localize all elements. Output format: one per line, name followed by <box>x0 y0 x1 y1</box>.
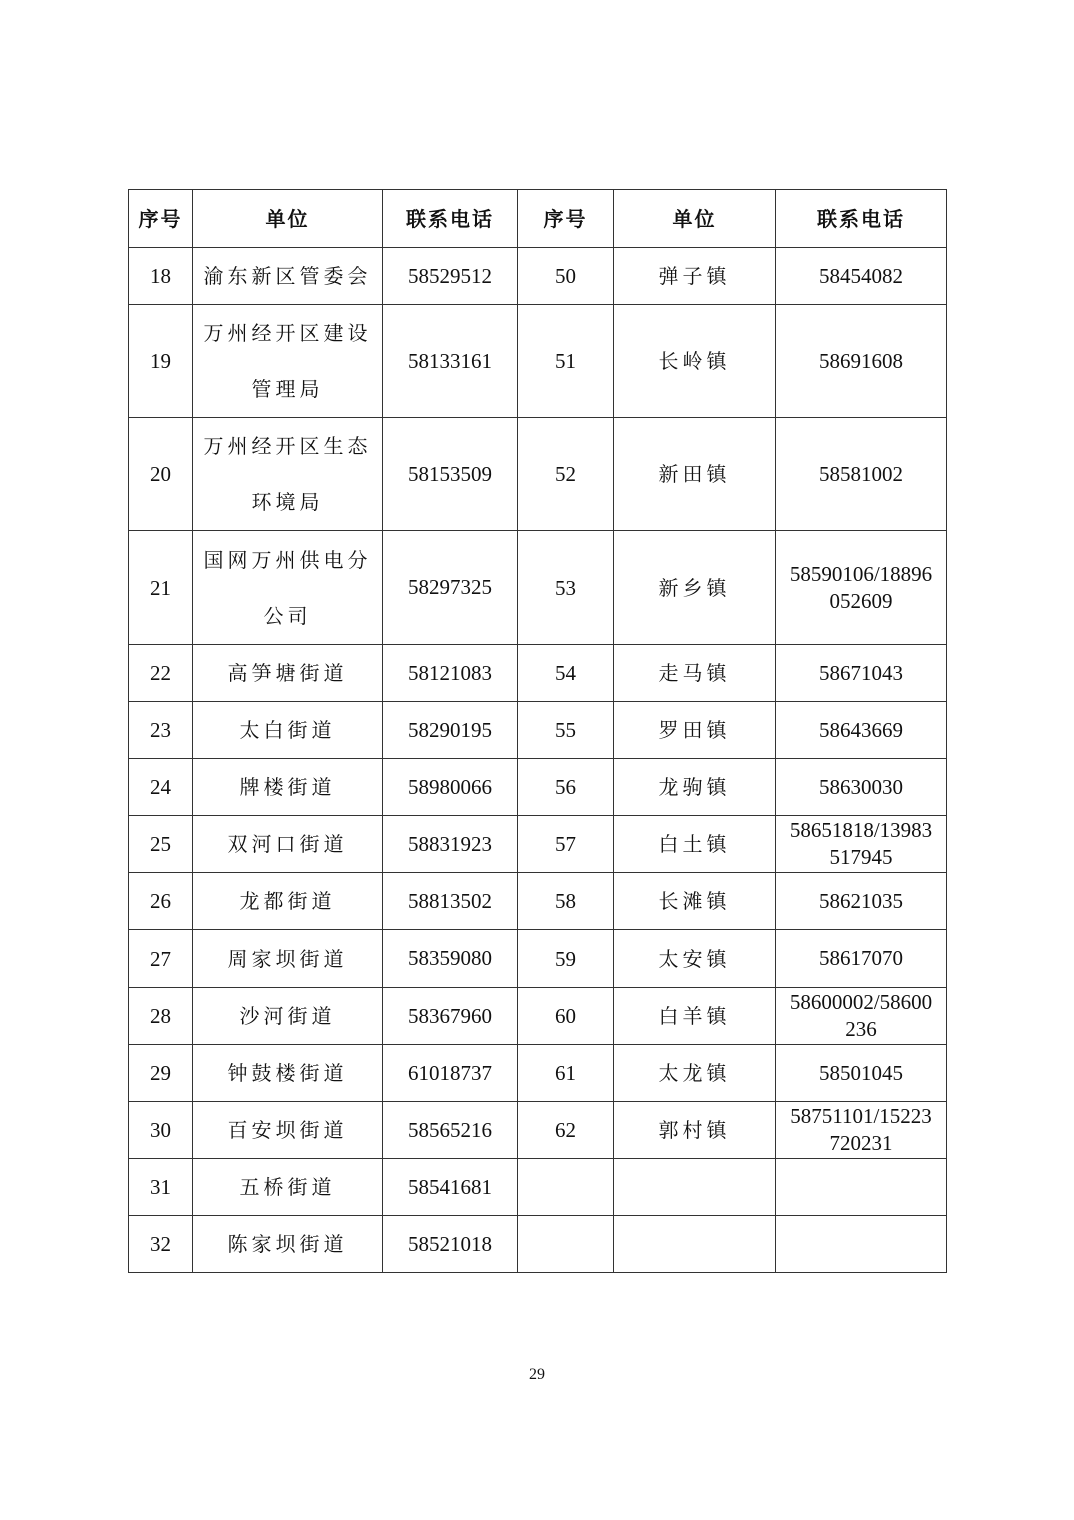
cell-phone <box>776 248 947 305</box>
cell-phone <box>383 531 518 645</box>
phone-line: 58751101/15223 <box>790 1104 932 1128</box>
table-row <box>129 1102 947 1159</box>
unit-line: 太龙镇 <box>658 1061 731 1085</box>
phone-line: 58367960 <box>408 1003 492 1028</box>
cell-no: 24 <box>129 759 193 816</box>
unit-line: 双河口街道 <box>227 832 348 856</box>
cell-phone <box>776 702 947 759</box>
phone-line: 58813502 <box>408 888 492 913</box>
phone-line: 58671043 <box>819 660 903 685</box>
phone-line: 58541681 <box>408 1174 492 1199</box>
header-unit: 单位 <box>193 190 383 248</box>
unit-line: 龙都街道 <box>239 889 336 913</box>
cell-phone <box>383 702 518 759</box>
cell-phone <box>383 305 518 418</box>
header-unit: 单位 <box>614 190 776 248</box>
unit-line: 百安坝街道 <box>227 1118 348 1142</box>
table-row <box>129 873 947 930</box>
cell-unit <box>193 816 383 873</box>
table-row <box>129 531 947 645</box>
cell-no: 52 <box>518 418 614 531</box>
table-row <box>129 305 947 418</box>
cell-no: 61 <box>518 1045 614 1102</box>
cell-no: 19 <box>129 305 193 418</box>
unit-line: 罗田镇 <box>658 718 731 742</box>
cell-no: 18 <box>129 248 193 305</box>
cell-no: 27 <box>129 930 193 988</box>
phone-line: 58121083 <box>408 660 492 685</box>
cell-phone <box>776 988 947 1045</box>
table-row <box>129 248 947 305</box>
phone-line: 58133161 <box>408 348 492 373</box>
cell-unit <box>614 1102 776 1159</box>
cell-no: 23 <box>129 702 193 759</box>
cell-unit <box>614 702 776 759</box>
unit-line: 国网万州供电分 <box>203 547 372 572</box>
table-row <box>129 1216 947 1273</box>
cell-no <box>518 1159 614 1216</box>
header-phone: 联系电话 <box>383 190 518 248</box>
table-row <box>129 645 947 702</box>
phone-line: 517945 <box>829 845 893 869</box>
phone-line: 58590106/18896 <box>789 561 933 586</box>
cell-phone <box>776 1045 947 1102</box>
unit-line: 弹子镇 <box>658 264 731 288</box>
cell-phone <box>776 1216 947 1273</box>
cell-unit <box>193 759 383 816</box>
cell-phone <box>383 1045 518 1102</box>
cell-no: 59 <box>518 930 614 988</box>
unit-line: 陈家坝街道 <box>227 1232 348 1256</box>
cell-no: 50 <box>518 248 614 305</box>
cell-phone <box>383 1159 518 1216</box>
page-number: 29 <box>529 1366 545 1383</box>
unit-line: 管理局 <box>251 377 324 401</box>
cell-unit <box>193 702 383 759</box>
cell-unit <box>193 873 383 930</box>
phone-line: 052609 <box>829 588 893 613</box>
cell-no: 25 <box>129 816 193 873</box>
cell-phone <box>383 816 518 873</box>
table-row <box>129 702 947 759</box>
table-row <box>129 1045 947 1102</box>
cell-no: 20 <box>129 418 193 531</box>
phone-line: 58831923 <box>408 831 492 856</box>
phone-line: 58454082 <box>819 263 903 288</box>
cell-unit <box>193 930 383 988</box>
table-row <box>129 418 947 531</box>
phone-line: 58581002 <box>819 461 903 486</box>
phone-line: 61018737 <box>408 1060 492 1085</box>
cell-no: 57 <box>518 816 614 873</box>
cell-unit <box>614 759 776 816</box>
cell-unit <box>193 531 383 645</box>
cell-unit <box>193 988 383 1045</box>
phone-line: 720231 <box>829 1131 893 1155</box>
unit-line: 五桥街道 <box>239 1175 336 1199</box>
cell-unit <box>614 305 776 418</box>
cell-no: 60 <box>518 988 614 1045</box>
unit-line: 万州经开区生态 <box>203 434 372 458</box>
table-row <box>129 1159 947 1216</box>
header-no: 序号 <box>518 190 614 248</box>
unit-line: 沙河街道 <box>239 1004 336 1028</box>
phone-line: 58651818/13983 <box>789 818 933 842</box>
cell-phone <box>776 816 947 873</box>
cell-unit <box>614 645 776 702</box>
unit-line: 公司 <box>263 603 312 628</box>
table-row <box>129 816 947 873</box>
phone-line: 58521018 <box>408 1231 492 1256</box>
cell-phone <box>383 930 518 988</box>
cell-unit <box>193 1216 383 1273</box>
cell-no: 26 <box>129 873 193 930</box>
unit-line: 白土镇 <box>658 832 731 856</box>
phone-line: 236 <box>845 1017 877 1041</box>
unit-line: 周家坝街道 <box>227 946 348 971</box>
cell-unit <box>614 816 776 873</box>
cell-unit <box>614 1045 776 1102</box>
unit-line: 钟鼓楼街道 <box>227 1061 348 1085</box>
unit-line: 白羊镇 <box>658 1004 731 1028</box>
cell-no: 31 <box>129 1159 193 1216</box>
unit-line: 高笋塘街道 <box>227 661 348 685</box>
cell-no: 22 <box>129 645 193 702</box>
phone-line: 58359080 <box>408 946 492 970</box>
cell-phone <box>776 759 947 816</box>
cell-phone <box>776 1102 947 1159</box>
table-row <box>129 988 947 1045</box>
unit-line: 渝东新区管委会 <box>203 264 372 288</box>
cell-unit <box>614 1159 776 1216</box>
unit-line: 长滩镇 <box>658 889 731 913</box>
cell-unit <box>614 531 776 645</box>
cell-phone <box>383 759 518 816</box>
cell-no: 29 <box>129 1045 193 1102</box>
cell-no: 30 <box>129 1102 193 1159</box>
unit-line: 牌楼街道 <box>239 775 336 799</box>
cell-unit <box>614 873 776 930</box>
phone-line: 58617070 <box>819 946 903 970</box>
unit-line: 环境局 <box>251 490 324 514</box>
cell-no: 56 <box>518 759 614 816</box>
cell-phone <box>383 1216 518 1273</box>
unit-line: 郭村镇 <box>658 1118 731 1142</box>
phone-line: 58153509 <box>408 461 492 486</box>
cell-unit <box>614 988 776 1045</box>
cell-no: 21 <box>129 531 193 645</box>
cell-phone <box>776 418 947 531</box>
cell-no <box>518 1216 614 1273</box>
table-header-row <box>129 190 947 248</box>
cell-phone <box>383 248 518 305</box>
header-phone: 联系电话 <box>776 190 947 248</box>
cell-unit <box>193 248 383 305</box>
cell-no: 51 <box>518 305 614 418</box>
cell-phone <box>383 418 518 531</box>
phone-line: 58621035 <box>819 888 903 913</box>
cell-phone <box>383 988 518 1045</box>
cell-unit <box>193 1102 383 1159</box>
cell-phone <box>776 873 947 930</box>
cell-unit <box>193 305 383 418</box>
cell-unit <box>614 248 776 305</box>
phone-line: 58643669 <box>819 717 903 742</box>
cell-no: 58 <box>518 873 614 930</box>
unit-line: 新乡镇 <box>658 575 731 600</box>
phone-line: 58630030 <box>819 774 903 799</box>
cell-unit <box>614 1216 776 1273</box>
table-row <box>129 759 947 816</box>
table-row <box>129 930 947 988</box>
unit-line: 走马镇 <box>658 661 731 685</box>
cell-phone <box>776 305 947 418</box>
cell-phone <box>383 873 518 930</box>
cell-phone <box>383 1102 518 1159</box>
cell-unit <box>193 645 383 702</box>
phone-line: 58501045 <box>819 1060 903 1085</box>
cell-unit <box>193 1159 383 1216</box>
unit-line: 新田镇 <box>658 462 731 486</box>
cell-unit <box>614 418 776 531</box>
unit-line: 太白街道 <box>239 718 336 742</box>
cell-no: 53 <box>518 531 614 645</box>
phone-line: 58980066 <box>408 774 492 799</box>
unit-line: 太安镇 <box>658 946 731 971</box>
unit-line: 龙驹镇 <box>658 775 731 799</box>
cell-no: 55 <box>518 702 614 759</box>
header-no: 序号 <box>129 190 193 248</box>
cell-phone <box>776 645 947 702</box>
cell-no: 28 <box>129 988 193 1045</box>
phone-line: 58600002/58600 <box>789 990 933 1014</box>
cell-no: 62 <box>518 1102 614 1159</box>
cell-no: 54 <box>518 645 614 702</box>
phone-line: 58529512 <box>408 263 492 288</box>
cell-unit <box>193 418 383 531</box>
cell-phone <box>776 1159 947 1216</box>
cell-no: 32 <box>129 1216 193 1273</box>
phone-line: 58565216 <box>408 1117 492 1142</box>
unit-line: 万州经开区建设 <box>203 321 372 345</box>
cell-unit <box>193 1045 383 1102</box>
cell-phone <box>776 531 947 645</box>
cell-phone <box>776 930 947 988</box>
cell-unit <box>614 930 776 988</box>
cell-phone <box>383 645 518 702</box>
unit-line: 长岭镇 <box>658 349 731 373</box>
contact-table <box>128 189 947 1273</box>
phone-line: 58290195 <box>408 717 492 742</box>
phone-line: 58691608 <box>819 348 903 373</box>
phone-line: 58297325 <box>408 575 492 599</box>
